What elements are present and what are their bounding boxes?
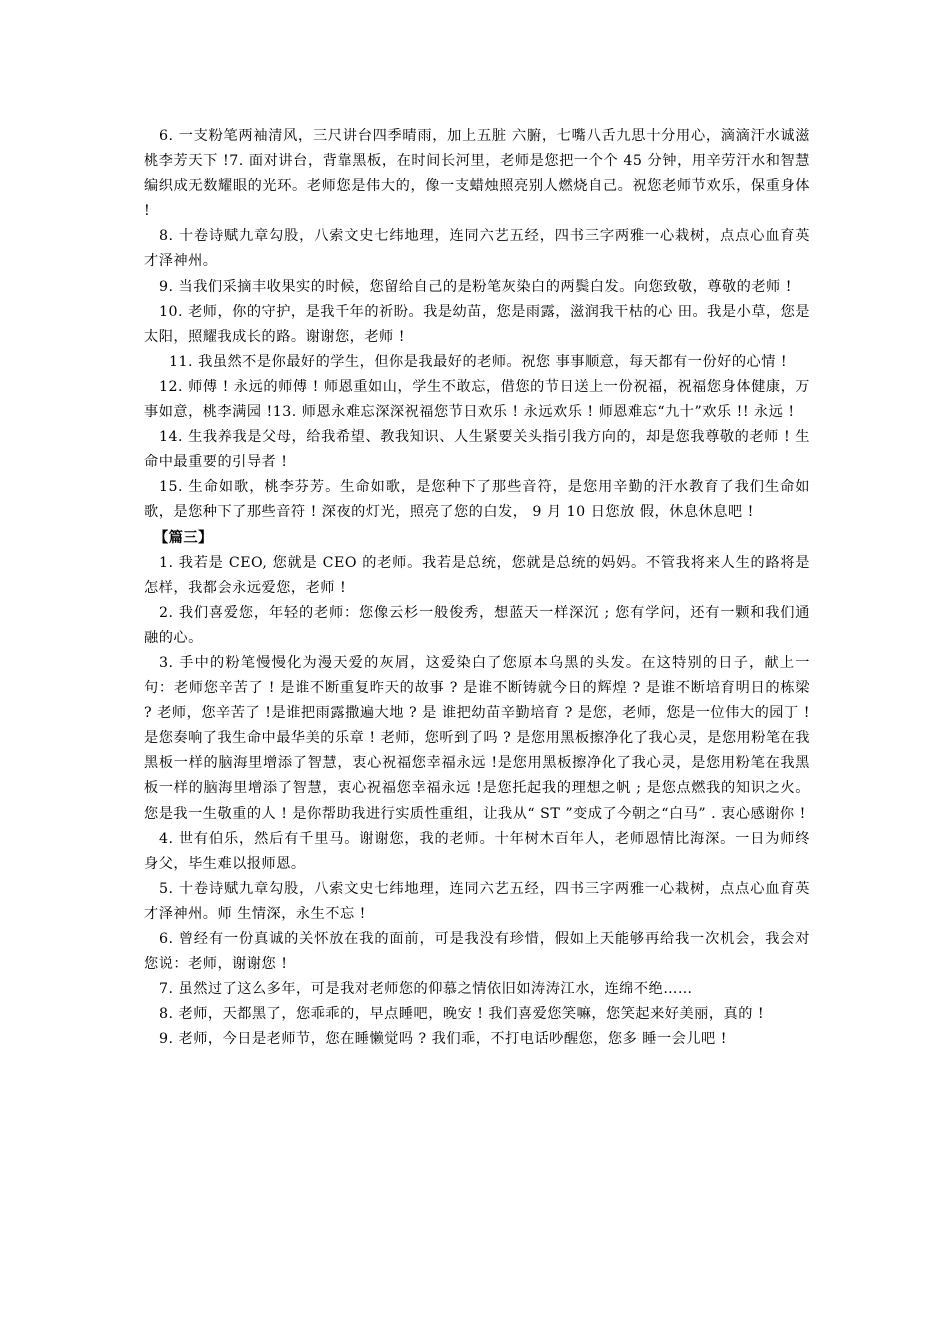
- paragraph-item-a15: 15. 生命如歌，桃李芬芳。生命如歌，是您种下了那些音符，是您用辛勤的汗水教育了我们生命如歌，是您种下了那些音符 ! 深夜的灯光，照亮了您的白发， 9 月 10 日您放 假，休息休息吧 !: [144, 479, 810, 521]
- paragraph-item-a14: 14. 生我养我是父母，给我希望、教我知识、人生紧要关头指引我方向的，却是您我尊敬的老师 ! 生命中最重要的引导者 !: [144, 429, 810, 471]
- paragraph-item-a12: 12. 师傅 ! 永远的师傅 ! 师恩重如山，学生不敢忘，借您的节日送上一份祝福，祝福您身体健康，万事如意，桃李满园 !13. 师恩永难忘深深祝福您节日欢乐 ! 永远欢乐 ! 师恩难忘“九十”欢乐 !! 永远 !: [144, 378, 810, 421]
- paragraph-item-a8: 8. 十卷诗赋九章勾股，八索文史七纬地理，连同六艺五经，四书三字两雅一心栽树，点点心血育英才泽神州。: [144, 228, 810, 270]
- paragraph-item-b9: 9. 老师，今日是老师节，您在睡懒觉吗 ? 我们乖，不打电话吵醒您，您多 睡一会儿吧 !: [159, 1031, 727, 1048]
- paragraph-item-b5: 5. 十卷诗赋九章勾股，八索文史七纬地理，连同六艺五经，四书三字两雅一心栽树，点点心血育英才泽神州。师 生情深，永生不忘 !: [144, 880, 810, 922]
- paragraph-item-a6: 6. 一支粉笔两袖清风，三尺讲台四季晴雨，加上五脏 六腑，七嘴八舌九思十分用心，滴滴汗水诚滋桃李芳天下 !7. 面对讲台，背靠黑板，在时间长河里，老师是您把一个个 45 分钟，用辛劳汗水和智慧编织成无数耀眼的光环。老师您是伟大的，像一支蜡烛照亮别人燃烧自己。祝您老师节欢乐，保重身体 !: [144, 128, 810, 220]
- paragraph-item-b7: 7. 虽然过了这么多年，可是我对老师您的仰慕之情依旧如涛涛江水，连绵不绝……: [159, 981, 693, 998]
- document-page: [144, 124, 810, 1052]
- paragraph-item-a11: 11. 我虽然不是你最好的学生，但你是我最好的老师。祝您 事事顺意，每天都有一份好的心情 !: [169, 353, 788, 370]
- paragraph-item-b6: 6. 曾经有一份真诚的关怀放在我的面前，可是我没有珍惜，假如上天能够再给我一次机会，我会对您说：老师，谢谢您 !: [144, 931, 810, 973]
- paragraph-item-b2: 2. 我们喜爱您，年轻的老师：您像云杉一般俊秀，想蓝天一样深沉 ; 您有学问，还有一颗和我们通融的心。: [144, 604, 810, 646]
- section-heading: 【篇三】: [154, 529, 213, 546]
- paragraph-item-b1: 1. 我若是 CEO, 您就是 CEO 的老师。我若是总统，您就是总统的妈妈。不管我将来人生的路将是怎样，我都会永远爱您，老师 !: [144, 554, 810, 596]
- paragraph-item-a9: 9. 当我们采摘丰收果实的时候，您留给自己的是粉笔灰染白的两鬓白发。向您致敬，尊敬的老师 !: [159, 278, 792, 295]
- paragraph-item-b8: 8. 老师，天都黑了，您乖乖的，早点睡吧，晚安 ! 我们喜爱您笑嘛，您笑起来好美丽，真的 !: [159, 1006, 765, 1023]
- paragraph-item-b4: 4. 世有伯乐，然后有千里马。谢谢您，我的老师。十年树木百年人，老师恩情比海深。一日为师终 身父，毕生难以报师恩。: [144, 830, 810, 872]
- paragraph-item-b3: 3. 手中的粉笔慢慢化为漫天爱的灰屑，这爱染白了您原本乌黑的头发。在这特别的日子，献上一句：老师您辛苦了 ! 是谁不断重复昨天的故事 ? 是谁不断铸就今日的辉煌 ? 是谁不断培育明日的栋梁 ? 老师，您辛苦了 !是谁把雨露撒遍大地 ? 是 谁把幼苗辛勤培育 ? 是您，老师，您是一位伟大的园丁 ! 是您奏响了我生命中最华美的乐章 ! 老师，您听到了吗 ? 是您用黑板擦净化了我心灵，是您用粉笔在我黑板一样的脑海里增添了智慧，衷心祝福您幸福永远 !是您用黑板擦净化了我心灵，是您用粉笔在我黑板一样的脑海里增添了智慧，衷心祝福您幸福永远 !是您托起我的理想之帆 ; 是您点燃我的知识之火。您是我一生敬重的人 ! 是你帮助我进行实质性重组，让我从“ ST ”变成了今朝之“白马” . 衷心感谢你 !: [144, 654, 810, 822]
- paragraph-item-a10: 10. 老师，你的守护，是我千年的祈盼。我是幼苗，您是雨露，滋润我干枯的心 田。我是小草，您是太阳，照耀我成长的路。谢谢您，老师 !: [144, 303, 810, 345]
